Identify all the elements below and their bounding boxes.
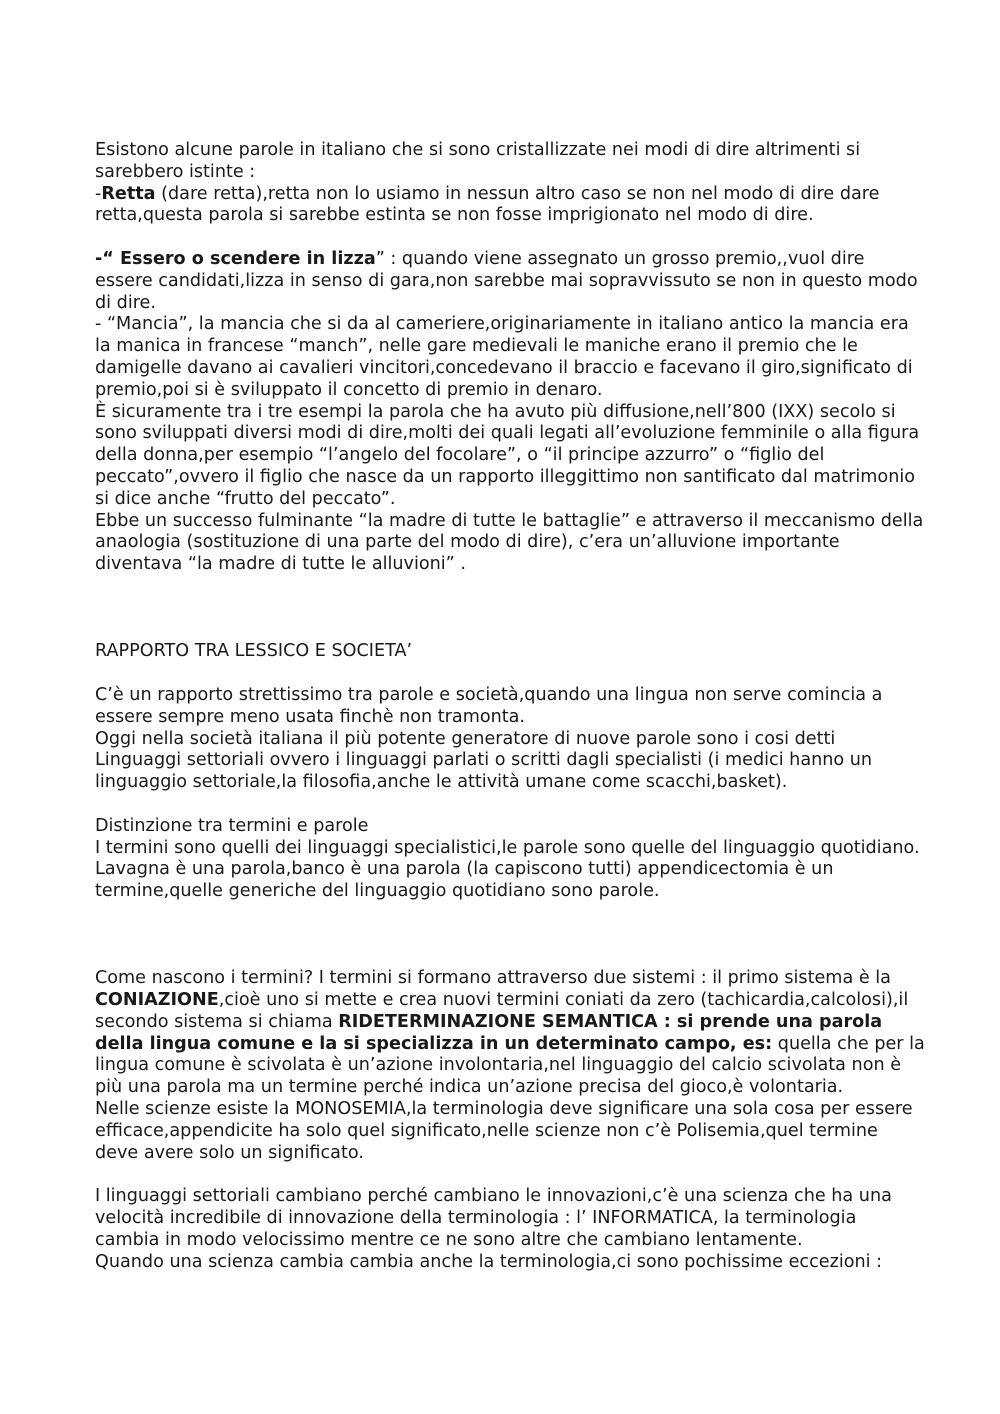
retta-text: (dare retta),retta non lo usiamo in nessun altro caso se non nel modo di dire dare retta,questa parola si sarebbe estinta se non fosse imprigionato nel modo di dire. <box>95 183 880 226</box>
informatica-paragraph: I linguaggi settoriali cambiano perché cambiano le innovazioni,c’è una scienza che ha una velocità incredibile di innovazione della terminologia : l’ INFORMATICA, la terminologia cambia in modo velocissimo mentre ce ne sono altre che cambiano lentamente. <box>95 1186 892 1250</box>
lizza-paragraph <box>95 249 925 314</box>
rideterminazione-term: RIDETERMINAZIONE SEMANTICA : si prende una parola della lingua comune e la si specializza in un determinato campo, es: <box>95 1011 883 1054</box>
intro-paragraph: Esistono alcune parole in italiano che si sono cristallizzate nei modi di dire altrimenti si sarebbero istinte : <box>95 140 861 182</box>
linguaggi-paragraph: Oggi nella società italiana il più potente generatore di nuove parole sono i cosi detti Linguaggi settoriali ovvero i linguaggi parlati o scritti dagli specialisti (i medici hanno un linguaggio settoriale,la filosofia,anche le attività umane come scacchi,basket). <box>95 728 873 793</box>
termini-paragraph: I termini sono quelli dei linguaggi specialistici,le parole sono quelle del linguaggio quotidiano. <box>95 837 920 858</box>
spacer <box>95 576 925 620</box>
document-body <box>95 140 925 1273</box>
spacer <box>95 946 925 968</box>
section-heading: RAPPORTO TRA LESSICO E SOCIETA’ <box>95 641 413 662</box>
origin-text-3: quella che per la lingua comune è scivolata è un’azione involontaria,nel linguaggio del calcio scivolata non è più una parola ma un termine perché indica un’azione precisa del gioco,è volontaria. <box>95 1033 925 1098</box>
retta-paragraph <box>95 184 925 228</box>
spacer <box>95 903 925 947</box>
rapporto-paragraph: C’è un rapporto strettissimo tra parole e società,quando una lingua non serve comincia a essere sempre meno usata finchè non tramonta. <box>95 684 883 727</box>
monosemia-paragraph: Nelle scienze esiste la MONOSEMIA,la terminologia deve significare una sola cosa per essere efficace,appendicite ha solo quel significato,nelle scienze non c’è Polisemia,quel termine deve avere solo un significato. <box>95 1099 913 1163</box>
coniazione-term: CONIAZIONE <box>95 990 219 1011</box>
origin-text-2: ,cioè uno si mette e crea nuovi termini coniati da zero (tachicardia,calcolosi),il secondo sistema si chiama <box>95 990 909 1032</box>
origin-text-1: Come nascono i termini? I termini si formano attraverso due sistemi : il primo sistema è la <box>95 968 891 989</box>
mancia-paragraph: - “Mancia”, la mancia che si da al cameriere,originariamente in italiano antico la mancia era la manica in francese “manch”, nelle gare medievali le maniche erano il premio che le damigelle davano ai cavalieri vincitori,concedevano il braccio e facevano il giro,significato di premio,poi si è sviluppato il concetto di premio in denaro. <box>95 314 913 400</box>
spacer <box>95 1164 925 1186</box>
lizza-term: -“ Essero o scendere in lizza <box>95 248 376 269</box>
spacer <box>95 794 925 816</box>
subheading: Distinzione tra termini e parole <box>95 815 369 836</box>
termini-origin-paragraph <box>95 968 925 1099</box>
eccezioni-paragraph: Quando una scienza cambia cambia anche la terminologia,ci sono pochissime eccezioni : <box>95 1251 883 1272</box>
spacer <box>95 227 925 249</box>
retta-prefix: - <box>95 183 102 204</box>
lizza-text: ” : quando viene assegnato un grosso premio,,vuol dire essere candidati,lizza in senso di gara,non sarebbe mai sopravvissuto se non in questo modo di dire. <box>95 248 918 313</box>
retta-term: Retta <box>101 183 156 204</box>
successo-paragraph: Ebbe un successo fulminante “la madre di tutte le battaglie” e attraverso il meccanismo della anaologia (sostituzione di una parte del modo di dire), c’era un’alluvione importante diventava “la madre di tutte le alluvioni” . <box>95 510 924 575</box>
spacer <box>95 620 925 642</box>
diffusione-paragraph: È sicuramente tra i tre esempi la parola che ha avuto più diffusione,nell’800 (IXX) secolo si sono sviluppati diversi modi di dire,molti dei quali legati all’evoluzione femminile o alla figura della donna,per esempio “l’angelo del focolare”, o “il principe azzurro” o “figlio del peccato”,ovvero il figlio che nasce da un rapporto illeggittimo non santificato dal matrimonio si dice anche “frutto del peccato”. <box>95 401 920 509</box>
lavagna-paragraph: Lavagna è una parola,banco è una parola (la capiscono tutti) appendicectomia è un termine,quelle generiche del linguaggio quotidiano sono parole. <box>95 859 834 902</box>
spacer <box>95 663 925 685</box>
